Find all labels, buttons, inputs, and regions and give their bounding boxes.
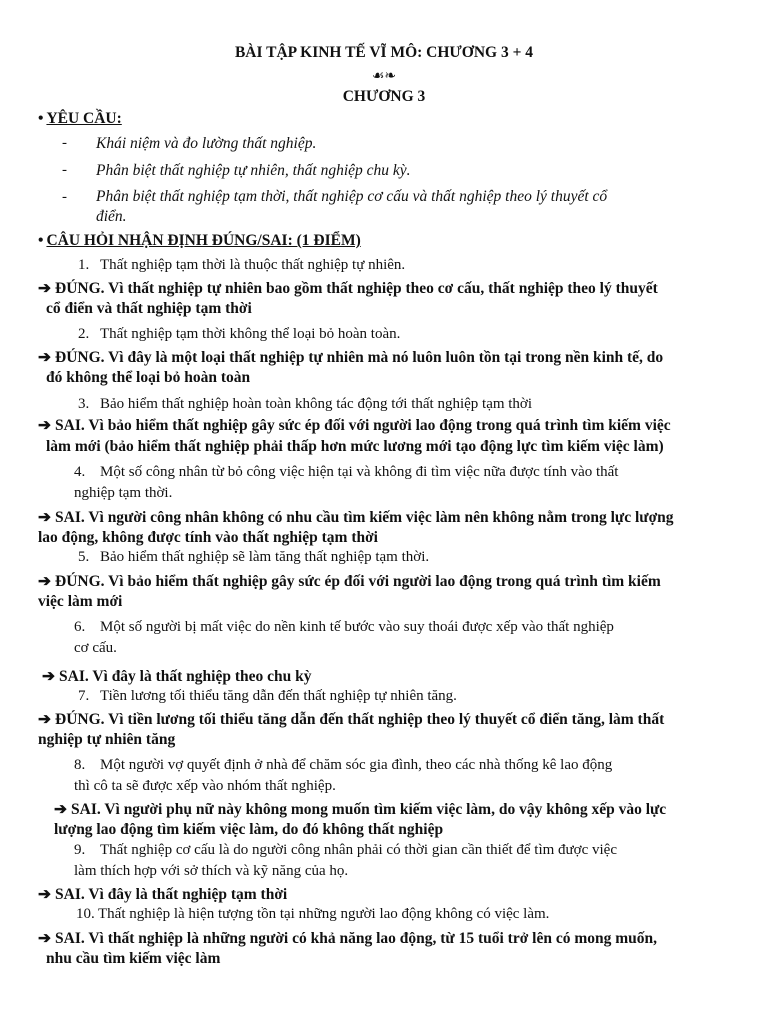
answer-10: [38, 929, 657, 948]
question-text: Bảo hiểm thất nghiệp sẽ làm tăng thất nghiệp tạm thời.: [100, 549, 430, 565]
answer-4: [38, 508, 674, 527]
question-number: 10.: [76, 906, 95, 922]
arrow-right-icon: ➔: [38, 280, 51, 297]
dash-icon: -: [62, 189, 67, 205]
arrow-right-icon: ➔: [38, 886, 51, 903]
question-9: [74, 842, 617, 859]
requirement-item: Phân biệt thất nghiệp tự nhiên, thất nghiệp chu kỳ.: [96, 162, 411, 179]
answer-text: SAI. Vì bảo hiểm thất nghiệp gây sức ép đối với người lao động trong quá trình tìm kiếm việc: [55, 417, 671, 434]
answer-text: SAI. Vì đây là thất nghiệp theo chu kỳ: [59, 668, 312, 685]
arrow-right-icon: ➔: [42, 668, 55, 685]
bullet-icon: •: [38, 110, 44, 127]
answer-2: [38, 348, 663, 367]
question-text: Tiền lương tối thiểu tăng dẫn đến thất nghiệp tự nhiên tăng.: [100, 688, 457, 704]
answer-text: ĐÚNG. Vì đây là một loại thất nghiệp tự nhiên mà nó luôn luôn tồn tại trong nền kinh tế, do: [55, 349, 664, 366]
question-7: [78, 688, 457, 705]
answer-text: ĐÚNG. Vì tiền lương tối thiểu tăng dẫn đến thất nghiệp theo lý thuyết cổ điển tăng, làm thất: [55, 711, 665, 728]
answer-text: ĐÚNG. Vì thất nghiệp tự nhiên bao gồm thất nghiệp theo cơ cấu, thất nghiệp theo lý thuyết: [55, 280, 658, 297]
question-text: Thất nghiệp tạm thời không thể loại bỏ hoàn toàn.: [100, 326, 401, 342]
question-number: 8.: [74, 757, 86, 773]
question-text: Thất nghiệp tạm thời là thuộc thất nghiệp tự nhiên.: [100, 257, 406, 273]
question-6: [74, 619, 614, 636]
question-9-continued: làm thích hợp với sở thích và kỹ năng của họ.: [74, 863, 349, 879]
question-number: 1.: [78, 257, 90, 273]
dash-icon: -: [62, 162, 67, 178]
answer-7: [38, 710, 664, 729]
question-number: 7.: [78, 688, 90, 704]
question-number: 9.: [74, 842, 86, 858]
answer-7-continued: nghiệp tự nhiên tăng: [38, 731, 176, 748]
question-10: [76, 906, 549, 923]
question-6-continued: cơ cấu.: [74, 640, 117, 656]
question-4: [74, 464, 618, 481]
chapter-heading: CHƯƠNG 3: [342, 88, 426, 105]
requirement-item: Phân biệt thất nghiệp tạm thời, thất nghiệp cơ cấu và thất nghiệp theo lý thuyết cổ: [96, 188, 608, 205]
question-number: 3.: [78, 396, 90, 412]
question-number: 6.: [74, 619, 86, 635]
answer-text: ĐÚNG. Vì bảo hiểm thất nghiệp gây sức ép đối với người lao động trong quá trình tìm kiếm: [55, 573, 661, 590]
question-5: [78, 549, 429, 566]
question-number: 2.: [78, 326, 90, 342]
answer-5-continued: việc làm mới: [38, 593, 123, 610]
answer-text: SAI. Vì người công nhân không có nhu cầu tìm kiếm việc làm nên không nằm trong lực lượng: [55, 509, 674, 526]
question-number: 5.: [78, 549, 90, 565]
question-3: [78, 396, 532, 413]
answer-text: SAI. Vì thất nghiệp là những người có khả năng lao động, từ 15 tuổi trở lên có mong muốn,: [55, 930, 658, 947]
answer-text: SAI. Vì đây là thất nghiệp tạm thời: [55, 886, 288, 903]
question-text: Bảo hiểm thất nghiệp hoàn toàn không tác động tới thất nghiệp tạm thời: [100, 396, 533, 412]
answer-3-continued: làm mới (bảo hiểm thất nghiệp phải thấp hơn mức lương mới tạo động lực tìm kiếm việc làm): [46, 438, 664, 455]
question-text: Một số công nhân từ bỏ công việc hiện tại và không đi tìm việc nữa được tính vào thất: [100, 464, 619, 480]
answer-text: SAI. Vì người phụ nữ này không mong muốn tìm kiếm việc làm, do vậy không xếp vào lực: [71, 801, 667, 818]
answer-1-continued: cổ điển và thất nghiệp tạm thời: [46, 300, 252, 317]
requirements-heading-label: YÊU CẦU:: [46, 110, 122, 127]
bullet-icon: •: [38, 232, 44, 249]
answer-6: [42, 667, 312, 686]
question-text: Một số người bị mất việc do nền kinh tế bước vào suy thoái được xếp vào thất nghiệp: [100, 619, 614, 635]
question-8-continued: thì cô ta sẽ được xếp vào nhóm thất nghiệp.: [74, 778, 336, 794]
question-2: [78, 326, 400, 343]
answer-5: [38, 572, 661, 591]
requirement-item: Khái niệm và đo lường thất nghiệp.: [96, 135, 317, 152]
arrow-right-icon: ➔: [38, 417, 51, 434]
question-text: Thất nghiệp cơ cấu là do người công nhân phải có thời gian cần thiết để tìm được việc: [100, 842, 618, 858]
document-title: BÀI TẬP KINH TẾ VĨ MÔ: CHƯƠNG 3 + 4: [234, 44, 534, 61]
question-number: 4.: [74, 464, 86, 480]
questions-heading: [38, 232, 361, 250]
requirements-heading: [38, 110, 122, 128]
arrow-right-icon: ➔: [54, 801, 67, 818]
question-1: [78, 257, 405, 274]
dash-icon: -: [62, 135, 67, 151]
answer-9: [38, 885, 287, 904]
question-4-continued: nghiệp tạm thời.: [74, 485, 173, 501]
arrow-right-icon: ➔: [38, 930, 51, 947]
answer-8-continued: lượng lao động tìm kiếm việc làm, do đó không thất nghiệp: [54, 821, 444, 838]
ornament-divider: ☙❧: [371, 69, 397, 84]
arrow-right-icon: ➔: [38, 349, 51, 366]
answer-4-continued: lao động, không được tính vào thất nghiệp tạm thời: [38, 529, 378, 546]
arrow-right-icon: ➔: [38, 509, 51, 526]
answer-8: [54, 800, 666, 819]
question-8: [74, 757, 612, 774]
arrow-right-icon: ➔: [38, 711, 51, 728]
requirement-item-continued: điển.: [96, 208, 127, 225]
question-text: Một người vợ quyết định ở nhà để chăm sóc gia đình, theo các nhà thống kê lao động: [100, 757, 613, 773]
answer-2-continued: đó không thể loại bỏ hoàn toàn: [46, 369, 251, 386]
arrow-right-icon: ➔: [38, 573, 51, 590]
question-text: Thất nghiệp là hiện tượng tồn tại những người lao động không có việc làm.: [98, 906, 550, 922]
questions-heading-label: CÂU HỎI NHẬN ĐỊNH ĐÚNG/SAI: (1 ĐIỂM): [46, 232, 361, 249]
answer-10-continued: nhu cầu tìm kiếm việc làm: [46, 950, 221, 967]
answer-1: [38, 279, 658, 298]
answer-3: [38, 416, 671, 435]
